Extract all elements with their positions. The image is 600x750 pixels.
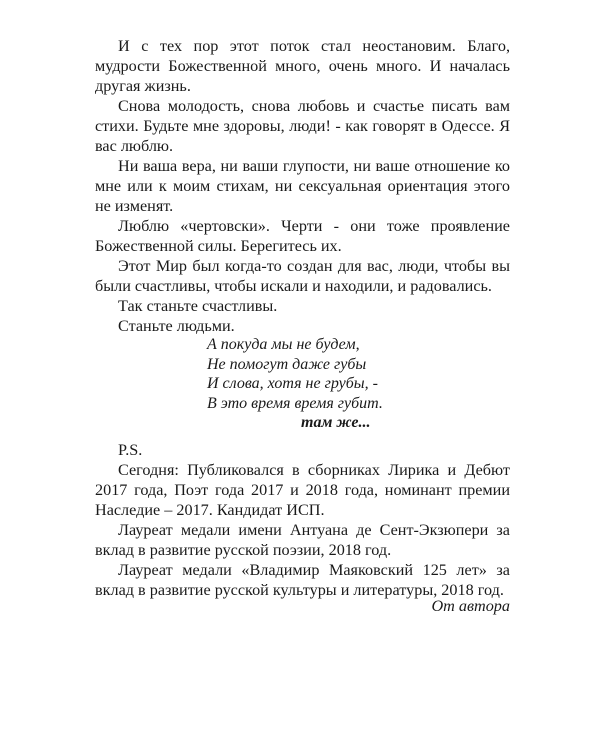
postscript-label: P.S. [118, 441, 143, 459]
paragraph: Снова молодость, снова любовь и счастье писать вам стихи. Будьте мне здоровы, люди! - как говорят в Одессе. Я вас люблю. [95, 97, 510, 155]
main-text [95, 36, 510, 336]
poem-line: И слова, хотя не грубы, - [207, 375, 378, 393]
paragraph: Так станьте счастливы. [118, 297, 278, 315]
poem-line: Не помогут даже губы [207, 355, 367, 373]
poem-quote [207, 335, 383, 433]
poem-line: В это время время губит. [207, 394, 383, 412]
paragraph: Лауреат медали имени Антуана де Сент-Экзюпери за вклад в развитие русской поэзии, 2018 год. [95, 521, 510, 559]
postscript [95, 440, 510, 600]
paragraph: И с тех пор этот поток стал неостановим. Благо, мудрости Божественной много, очень много. И началась другая жизнь. [95, 37, 510, 95]
paragraph: Люблю «чертовски». Черти - они тоже проявление Божественной силы. Берегитесь их. [95, 217, 510, 255]
paragraph: Станьте людьми. [118, 317, 235, 335]
author-signature: От автора [431, 597, 510, 615]
poem-source: там же... [301, 414, 371, 432]
paragraph: Лауреат медали «Владимир Маяковский 125 лет» за вклад в развитие русской культуры и литературы, 2018 год. [95, 561, 510, 599]
paragraph: Этот Мир был когда-то создан для вас, люди, чтобы вы были счастливы, чтобы искали и находили, и радовались. [95, 257, 510, 295]
paragraph: Ни ваша вера, ни ваши глупости, ни ваше отношение ко мне или к моим стихам, ни сексуальная ориентация этого не изменят. [95, 157, 510, 215]
paragraph: Сегодня: Публиковался в сборниках Лирика и Дебют 2017 года, Поэт года 2017 и 2018 года, номинант премии Наследие – 2017. Кандидат ИСП. [95, 461, 510, 519]
poem-line: А покуда мы не будем, [207, 336, 360, 353]
